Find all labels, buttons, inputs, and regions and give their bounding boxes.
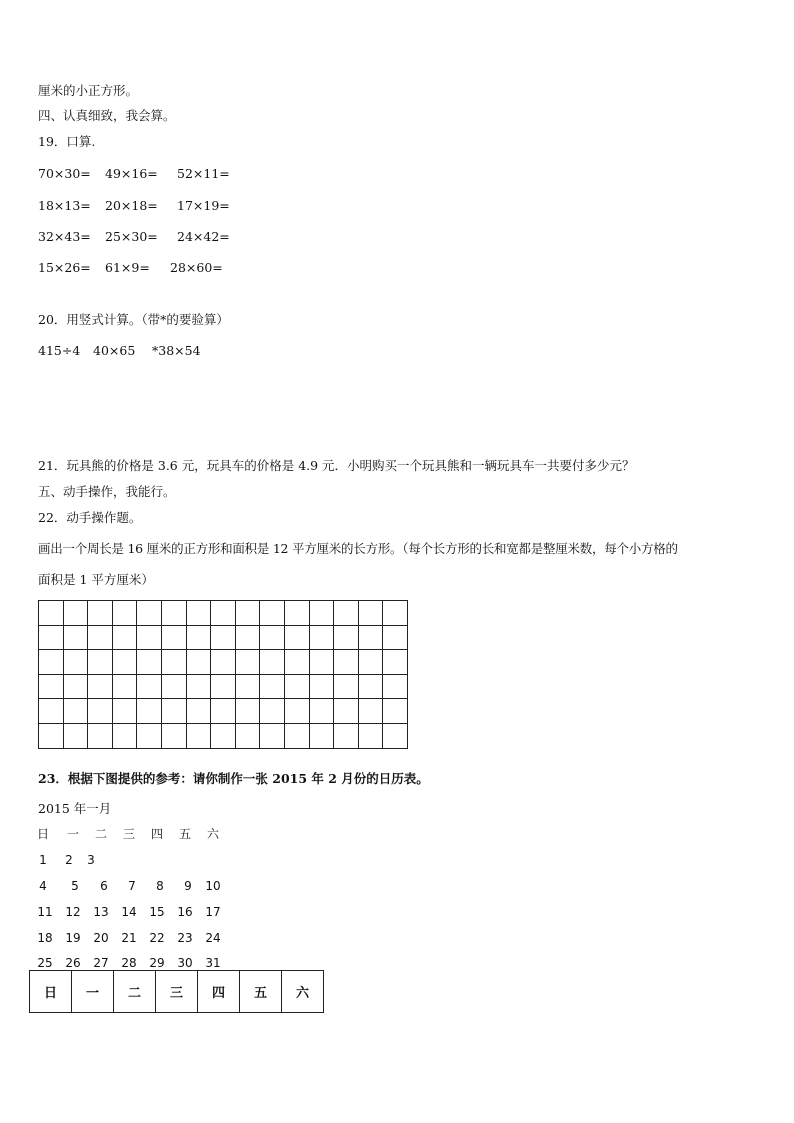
- weekday-header: 一: [72, 971, 114, 1013]
- calendar-day: 14: [121, 905, 137, 919]
- calendar-day: 8: [156, 879, 164, 893]
- calendar-day: 30: [177, 956, 193, 970]
- grid-cell: [39, 625, 64, 650]
- calendar-day: 19: [65, 931, 81, 945]
- calendar-day: 24: [205, 931, 221, 945]
- grid-cell: [334, 699, 359, 724]
- grid-row: [39, 674, 408, 699]
- grid-cell: [112, 723, 137, 748]
- grid-cell: [383, 625, 408, 650]
- q19-item: 32×43=: [38, 229, 91, 244]
- grid-cell: [334, 723, 359, 748]
- weekday-header: 六: [282, 971, 324, 1013]
- weekday-label: 一: [66, 827, 79, 841]
- grid-cell: [88, 674, 113, 699]
- grid-cell: [63, 674, 88, 699]
- grid-cell: [235, 625, 260, 650]
- grid-cell: [260, 601, 285, 626]
- grid-cell: [284, 674, 309, 699]
- calendar-day: 6: [100, 879, 108, 893]
- grid-cell: [334, 601, 359, 626]
- weekday-label: 三: [122, 827, 135, 841]
- grid-cell: [39, 723, 64, 748]
- q22-title: 22．动手操作题。: [38, 510, 142, 525]
- grid-cell: [309, 674, 334, 699]
- calendar-day: 4: [39, 879, 47, 893]
- q19-item: 70×30=: [38, 166, 91, 181]
- grid-cell: [383, 674, 408, 699]
- grid-cell: [284, 625, 309, 650]
- calendar-day: 31: [205, 956, 221, 970]
- calendar-day: 3: [87, 853, 95, 867]
- grid-cell: [358, 674, 383, 699]
- calendar-day: 2: [65, 853, 73, 867]
- grid-cell: [186, 650, 211, 675]
- february-calendar-table: [29, 970, 324, 1013]
- grid-cell: [211, 625, 236, 650]
- grid-cell: [309, 723, 334, 748]
- weekday-label: 四: [150, 827, 163, 841]
- calendar-day: 15: [149, 905, 165, 919]
- grid-cell: [161, 699, 186, 724]
- grid-cell: [88, 625, 113, 650]
- grid-cell: [112, 699, 137, 724]
- q19-item: 18×13=: [38, 198, 91, 213]
- grid-cell: [88, 723, 113, 748]
- grid-cell: [211, 674, 236, 699]
- grid-cell: [186, 674, 211, 699]
- grid-cell: [334, 674, 359, 699]
- grid-cell: [383, 650, 408, 675]
- grid-cell: [358, 699, 383, 724]
- q23-title: 23．根据下图提供的参考：请你制作一张 2015 年 2 月份的日历表。: [38, 771, 429, 786]
- grid-cell: [235, 650, 260, 675]
- weekday-header: 二: [114, 971, 156, 1013]
- grid-cell: [235, 699, 260, 724]
- grid-cell: [309, 601, 334, 626]
- grid-cell: [161, 625, 186, 650]
- grid-cell: [63, 650, 88, 675]
- q19-item: 49×16=: [105, 166, 158, 181]
- calendar-day: 1: [39, 853, 47, 867]
- grid-cell: [211, 723, 236, 748]
- calendar-day: 29: [149, 956, 165, 970]
- q22-instruction-line-1: 画出一个周长是 16 厘米的正方形和面积是 12 平方厘米的长方形。（每个长方形的长和宽都是整厘米数，每个小方格的: [38, 541, 678, 556]
- weekday-label: 二: [94, 827, 107, 841]
- q19-item: 61×9=: [105, 260, 150, 275]
- grid-cell: [358, 723, 383, 748]
- grid-cell: [39, 650, 64, 675]
- q20-item: 40×65: [93, 343, 136, 358]
- grid-cell: [137, 601, 162, 626]
- grid-cell: [112, 650, 137, 675]
- calendar-day: 16: [177, 905, 193, 919]
- grid-cell: [186, 723, 211, 748]
- q20-item: 415÷4: [38, 343, 81, 358]
- grid-cell: [383, 699, 408, 724]
- grid-row: [39, 723, 408, 748]
- grid-cell: [186, 699, 211, 724]
- calendar-day: 12: [65, 905, 81, 919]
- grid-cell: [235, 601, 260, 626]
- grid-cell: [309, 625, 334, 650]
- section-4-title: 四、认真细致，我会算。: [38, 108, 176, 123]
- weekday-header: 三: [156, 971, 198, 1013]
- grid-cell: [284, 650, 309, 675]
- grid-cell: [63, 601, 88, 626]
- q20-title: 20．用竖式计算。（带*的要验算）: [38, 312, 229, 327]
- section-5-title: 五、动手操作，我能行。: [38, 484, 176, 499]
- grid-cell: [284, 601, 309, 626]
- calendar-day: 25: [37, 956, 53, 970]
- grid-cell: [88, 650, 113, 675]
- calendar-day: 28: [121, 956, 137, 970]
- grid-row: [39, 625, 408, 650]
- calendar-day: 22: [149, 931, 165, 945]
- calendar-day: 7: [128, 879, 136, 893]
- grid-cell: [161, 723, 186, 748]
- q19-item: 25×30=: [105, 229, 158, 244]
- grid-row: [39, 699, 408, 724]
- grid-cell: [309, 650, 334, 675]
- grid-cell: [39, 601, 64, 626]
- grid-cell: [186, 601, 211, 626]
- grid-cell: [358, 601, 383, 626]
- grid-cell: [235, 723, 260, 748]
- grid-cell: [211, 699, 236, 724]
- q19-item: 52×11=: [177, 166, 230, 181]
- grid-cell: [112, 625, 137, 650]
- calendar-day: 26: [65, 956, 81, 970]
- grid-row: [39, 650, 408, 675]
- calendar-title: 2015 年一月: [38, 801, 112, 816]
- grid-cell: [88, 601, 113, 626]
- grid-cell: [334, 650, 359, 675]
- grid-cell: [112, 674, 137, 699]
- q19-item: 28×60=: [170, 260, 223, 275]
- grid-cell: [161, 674, 186, 699]
- weekday-label: 日: [36, 827, 49, 841]
- grid-cell: [137, 625, 162, 650]
- q22-instruction-line-2: 面积是 1 平方厘米）: [38, 572, 154, 587]
- weekday-header: 四: [198, 971, 240, 1013]
- grid-cell: [235, 674, 260, 699]
- grid-cell: [161, 601, 186, 626]
- grid-cell: [39, 674, 64, 699]
- grid-cell: [39, 699, 64, 724]
- grid-cell: [137, 699, 162, 724]
- q19-item: 15×26=: [38, 260, 91, 275]
- calendar-day: 23: [177, 931, 193, 945]
- grid-cell: [63, 723, 88, 748]
- grid-cell: [260, 699, 285, 724]
- calendar-day: 18: [37, 931, 53, 945]
- weekday-header: 五: [240, 971, 282, 1013]
- grid-cell: [88, 699, 113, 724]
- q19-item: 24×42=: [177, 229, 230, 244]
- calendar-day: 13: [93, 905, 109, 919]
- grid-cell: [309, 699, 334, 724]
- calendar-day: 17: [205, 905, 221, 919]
- q20-item: *38×54: [152, 343, 201, 358]
- grid-cell: [161, 650, 186, 675]
- grid-cell: [358, 650, 383, 675]
- calendar-day: 11: [37, 905, 53, 919]
- grid-cell: [358, 625, 383, 650]
- calendar-day: 27: [93, 956, 109, 970]
- grid-cell: [260, 625, 285, 650]
- weekday-label: 五: [178, 827, 191, 841]
- calendar-header-row: [30, 971, 324, 1013]
- grid-cell: [383, 601, 408, 626]
- calendar-day: 10: [205, 879, 221, 893]
- grid-cell: [260, 674, 285, 699]
- intro-line: 厘米的小正方形。: [38, 83, 139, 98]
- grid-cell: [260, 723, 285, 748]
- weekday-header: 日: [30, 971, 72, 1013]
- grid-cell: [284, 699, 309, 724]
- grid-cell: [383, 723, 408, 748]
- grid-cell: [260, 650, 285, 675]
- q19-title: 19．口算.: [38, 134, 96, 149]
- grid-cell: [334, 625, 359, 650]
- square-grid: [38, 600, 408, 749]
- calendar-day: 9: [184, 879, 192, 893]
- q19-item: 20×18=: [105, 198, 158, 213]
- grid-cell: [284, 723, 309, 748]
- grid-cell: [63, 625, 88, 650]
- grid-row: [39, 601, 408, 626]
- calendar-day: 20: [93, 931, 109, 945]
- grid-cell: [137, 674, 162, 699]
- calendar-day: 21: [121, 931, 137, 945]
- grid-cell: [186, 625, 211, 650]
- grid-cell: [112, 601, 137, 626]
- q19-item: 17×19=: [177, 198, 230, 213]
- grid-cell: [211, 601, 236, 626]
- grid-cell: [63, 699, 88, 724]
- calendar-day: 5: [71, 879, 79, 893]
- q21-text: 21．玩具熊的价格是 3.6 元，玩具车的价格是 4.9 元．小明购买一个玩具熊和一辆玩具车一共要付多少元？: [38, 458, 635, 473]
- weekday-label: 六: [206, 827, 219, 841]
- grid-cell: [137, 650, 162, 675]
- grid-cell: [137, 723, 162, 748]
- grid-cell: [211, 650, 236, 675]
